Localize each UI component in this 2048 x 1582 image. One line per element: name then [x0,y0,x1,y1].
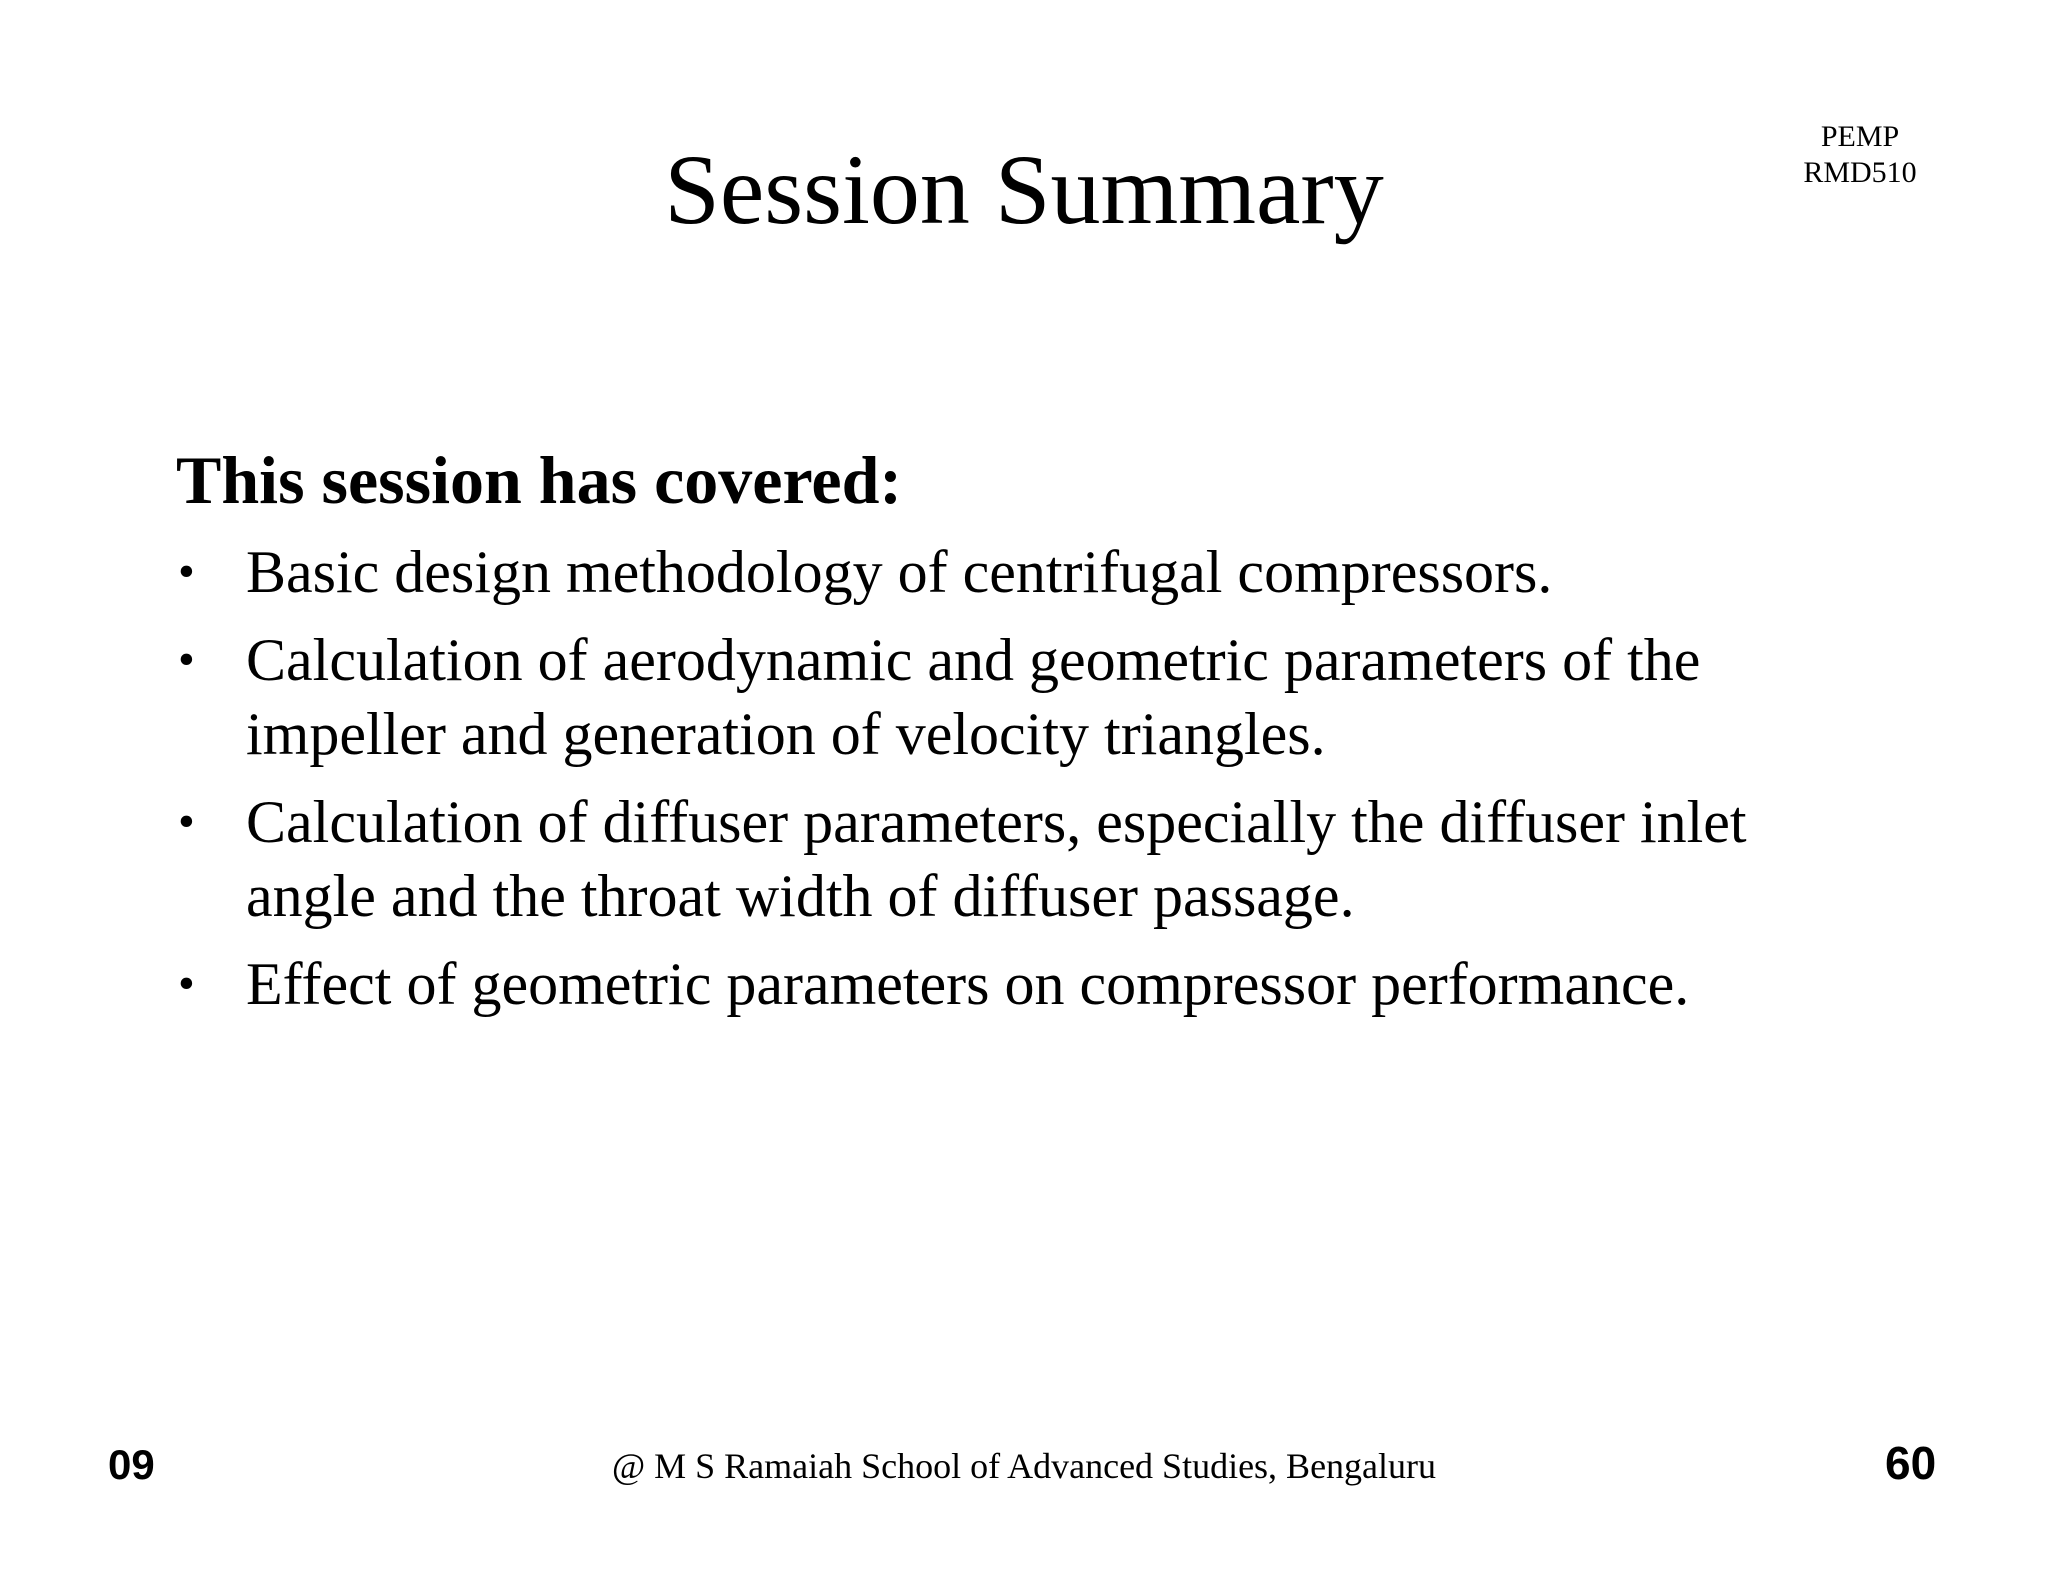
page-number: 60 [1885,1437,1937,1489]
list-item-text: Calculation of aerodynamic and geometric parameters of the impeller and generation of velocity triangles. [246,627,1701,767]
list-item-text: Effect of geometric parameters on compressor performance. [246,951,1690,1017]
list-item [176,535,1876,609]
footer-copyright: @ M S Ramaiah School of Advanced Studies, Bengaluru [611,1446,1437,1486]
list-item [176,623,1876,771]
list-item [176,947,1876,1021]
bullet-icon: • [178,795,195,848]
slide-title: Session Summary [664,134,1384,245]
course-code-line-2: RMD510 [1803,156,1917,189]
bullet-icon: • [178,633,195,686]
list-item-text: Calculation of diffuser parameters, especially the diffuser inlet angle and the throat width of diffuser passage. [246,789,1747,929]
course-code [1760,119,1960,191]
list-item [176,785,1876,933]
footer-session-number: 09 [108,1441,155,1488]
course-code-line-1: PEMP [1820,120,1900,153]
section-heading: This session has covered: [176,442,903,518]
bullet-icon: • [178,957,195,1010]
list-item-text: Basic design methodology of centrifugal compressors. [246,539,1553,605]
summary-list [176,535,1876,1035]
bullet-icon: • [178,545,195,598]
